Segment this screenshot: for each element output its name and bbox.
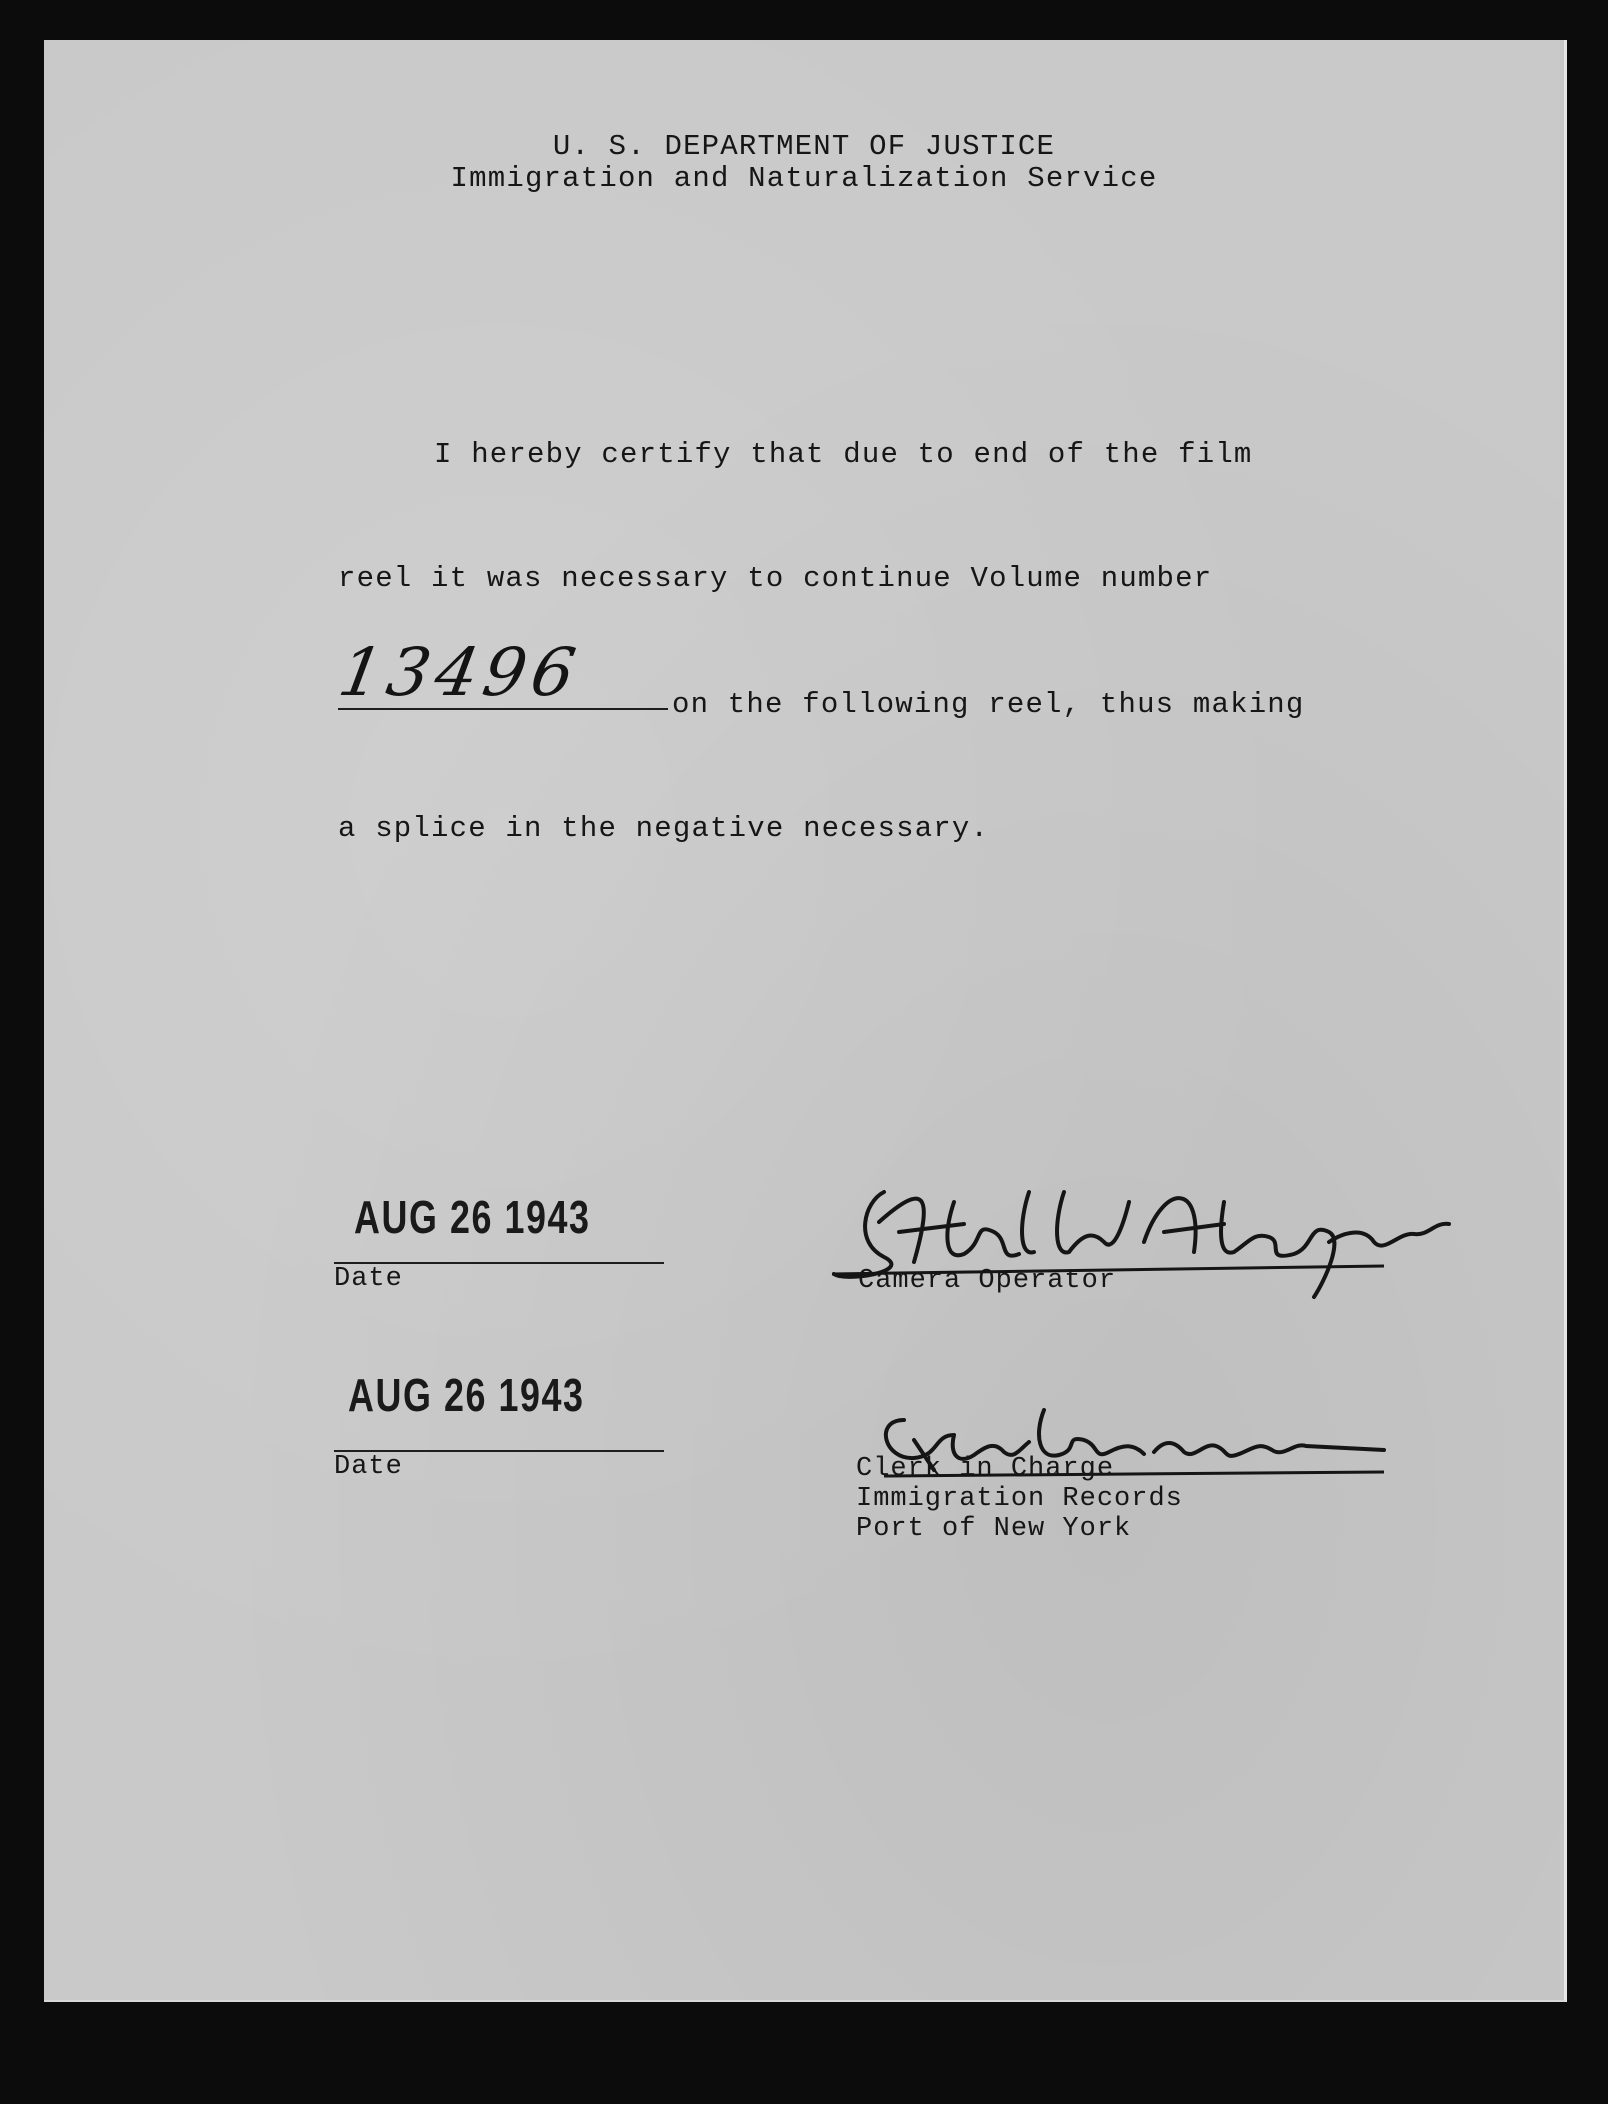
date-label-1: Date bbox=[334, 1264, 403, 1294]
volume-number-underline bbox=[338, 708, 668, 710]
clerk-label-line-3: Port of New York bbox=[856, 1514, 1132, 1544]
body-line-4: a splice in the negative necessary. bbox=[338, 812, 990, 845]
body-line-2: reel it was necessary to continue Volume number bbox=[338, 562, 1213, 595]
clerk-label-line-2: Immigration Records bbox=[856, 1484, 1183, 1514]
body-line-3: on the following reel, thus making bbox=[672, 688, 1305, 721]
document-page bbox=[44, 40, 1567, 2002]
date-stamp-1: AUG 26 1943 bbox=[354, 1191, 591, 1243]
date-label-2: Date bbox=[334, 1452, 403, 1482]
camera-operator-label: Camera Operator bbox=[858, 1266, 1117, 1296]
service-heading: Immigration and Naturalization Service bbox=[450, 162, 1158, 195]
volume-number: 13496 bbox=[333, 634, 587, 711]
body-line-1: I hereby certify that due to end of the film bbox=[434, 438, 1253, 471]
date-stamp-2: AUG 26 1943 bbox=[348, 1369, 585, 1421]
agency-heading: U. S. DEPARTMENT OF JUSTICE bbox=[552, 130, 1056, 163]
clerk-label-line-1: Clerk in Charge bbox=[856, 1454, 1115, 1484]
